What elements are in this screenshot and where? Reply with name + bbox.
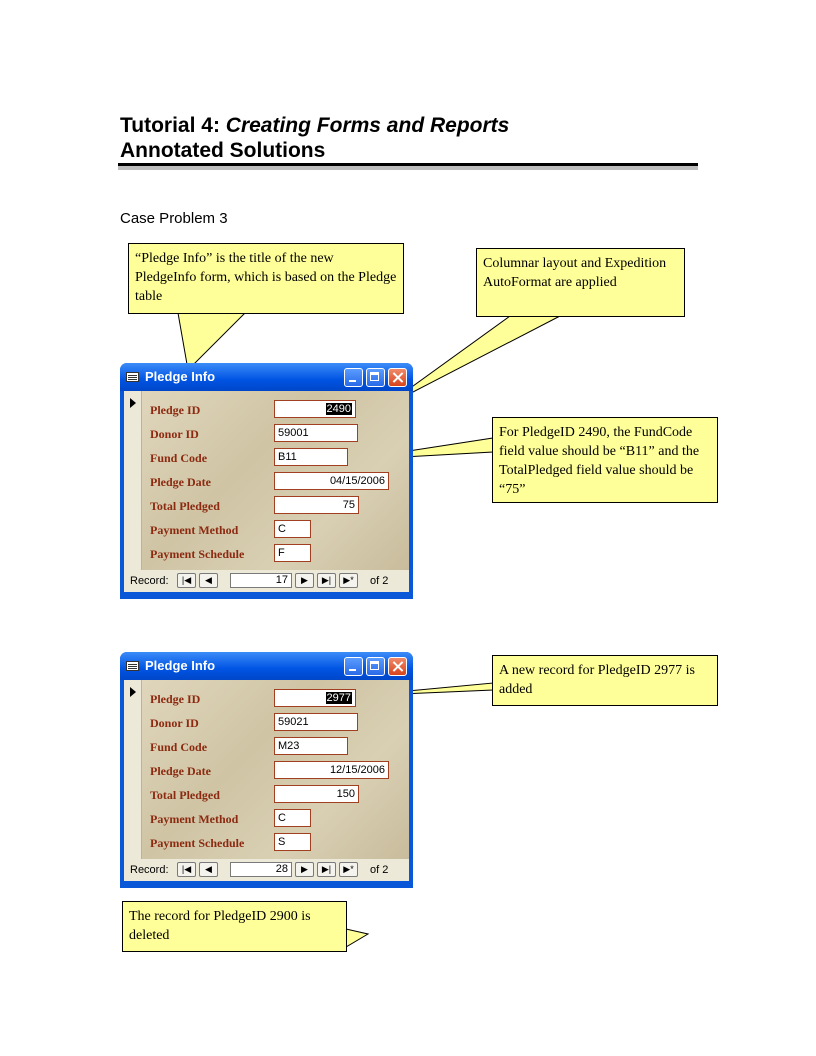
first-record-button[interactable]: |◀ xyxy=(177,573,196,588)
close-button[interactable] xyxy=(388,657,407,676)
next-record-button[interactable]: ▶ xyxy=(295,573,314,588)
callout-new-record: A new record for PledgeID 2977 is added xyxy=(492,655,718,706)
label-payment-method: Payment Method xyxy=(150,812,239,826)
window-title: Pledge Info xyxy=(145,658,216,673)
title-italic: Creating Forms and Reports xyxy=(225,114,510,137)
minimize-button[interactable] xyxy=(344,657,363,676)
field-total-pledged[interactable]: 150 xyxy=(274,785,359,803)
title-bar[interactable] xyxy=(120,363,413,391)
new-record-button[interactable]: ▶* xyxy=(339,862,358,877)
title-bar[interactable] xyxy=(120,652,413,680)
maximize-button[interactable] xyxy=(366,657,385,676)
record-navigation xyxy=(124,859,409,881)
close-button[interactable] xyxy=(388,368,407,387)
field-total-pledged[interactable]: 75 xyxy=(274,496,359,514)
field-pledge-id[interactable] xyxy=(274,689,356,707)
form-body xyxy=(124,680,409,859)
record-navigation xyxy=(124,570,409,592)
form-detail xyxy=(142,391,409,570)
callout-title: “Pledge Info” is the title of the new PledgeInfo form, which is based on the Pledge table xyxy=(128,243,404,314)
record-label: Record: xyxy=(130,864,169,876)
label-payment-method: Payment Method xyxy=(150,523,239,537)
record-count: of 2 xyxy=(370,575,389,587)
label-donor-id: Donor ID xyxy=(150,427,199,441)
next-record-button[interactable]: ▶ xyxy=(295,862,314,877)
current-record-number[interactable]: 17 xyxy=(230,573,292,588)
form-window-2 xyxy=(120,652,413,888)
window-title: Pledge Info xyxy=(145,369,216,384)
previous-record-button[interactable]: ◀ xyxy=(199,862,218,877)
title-subtitle: Annotated Solutions xyxy=(120,139,326,162)
label-pledge-date: Pledge Date xyxy=(150,475,211,489)
pledge-id-value: 2490 xyxy=(326,403,351,415)
pointer-title xyxy=(178,313,245,370)
form-icon xyxy=(126,661,139,671)
label-payment-schedule: Payment Schedule xyxy=(150,547,245,561)
first-record-button[interactable]: |◀ xyxy=(177,862,196,877)
field-donor-id[interactable]: 59021 xyxy=(274,713,358,731)
field-fund-code[interactable]: B11 xyxy=(274,448,348,466)
previous-record-button[interactable]: ◀ xyxy=(199,573,218,588)
record-count: of 2 xyxy=(370,864,389,876)
label-total-pledged: Total Pledged xyxy=(150,788,220,802)
field-payment-schedule[interactable]: F xyxy=(274,544,311,562)
title-prefix: Tutorial 4: xyxy=(120,114,226,137)
record-selector[interactable] xyxy=(124,391,142,570)
pledge-id-value: 2977 xyxy=(326,692,351,704)
field-fund-code[interactable]: M23 xyxy=(274,737,348,755)
field-pledge-id[interactable] xyxy=(274,400,356,418)
field-payment-method[interactable]: C xyxy=(274,520,311,538)
record-label: Record: xyxy=(130,575,169,587)
form-body xyxy=(124,391,409,570)
label-pledge-date: Pledge Date xyxy=(150,764,211,778)
new-record-button[interactable]: ▶* xyxy=(339,573,358,588)
label-total-pledged: Total Pledged xyxy=(150,499,220,513)
last-record-button[interactable]: ▶| xyxy=(317,573,336,588)
callout-deleted-record: The record for PledgeID 2900 is deleted xyxy=(122,901,347,952)
last-record-button[interactable]: ▶| xyxy=(317,862,336,877)
current-record-arrow-icon xyxy=(130,398,136,408)
form-icon xyxy=(126,372,139,382)
current-record-number[interactable]: 28 xyxy=(230,862,292,877)
label-pledge-id: Pledge ID xyxy=(150,692,201,706)
pointer-deleted xyxy=(346,929,368,947)
label-pledge-id: Pledge ID xyxy=(150,403,201,417)
current-record-arrow-icon xyxy=(130,687,136,697)
field-payment-method[interactable]: C xyxy=(274,809,311,827)
form-window-1 xyxy=(120,363,413,599)
field-pledge-date[interactable]: 12/15/2006 xyxy=(274,761,389,779)
minimize-button[interactable] xyxy=(344,368,363,387)
field-donor-id[interactable]: 59001 xyxy=(274,424,358,442)
maximize-button[interactable] xyxy=(366,368,385,387)
callout-fundcode: For PledgeID 2490, the FundCode field value should be “B11” and the TotalPledged field value should be “75” xyxy=(492,417,718,503)
field-payment-schedule[interactable]: S xyxy=(274,833,311,851)
label-fund-code: Fund Code xyxy=(150,740,208,754)
field-pledge-date[interactable]: 04/15/2006 xyxy=(274,472,389,490)
label-fund-code: Fund Code xyxy=(150,451,208,465)
label-payment-schedule: Payment Schedule xyxy=(150,836,245,850)
section-heading: Case Problem 3 xyxy=(120,210,228,227)
form-detail xyxy=(142,680,409,859)
label-donor-id: Donor ID xyxy=(150,716,199,730)
record-selector[interactable] xyxy=(124,680,142,859)
callout-layout: Columnar layout and Expedition AutoFormat are applied xyxy=(476,248,685,317)
